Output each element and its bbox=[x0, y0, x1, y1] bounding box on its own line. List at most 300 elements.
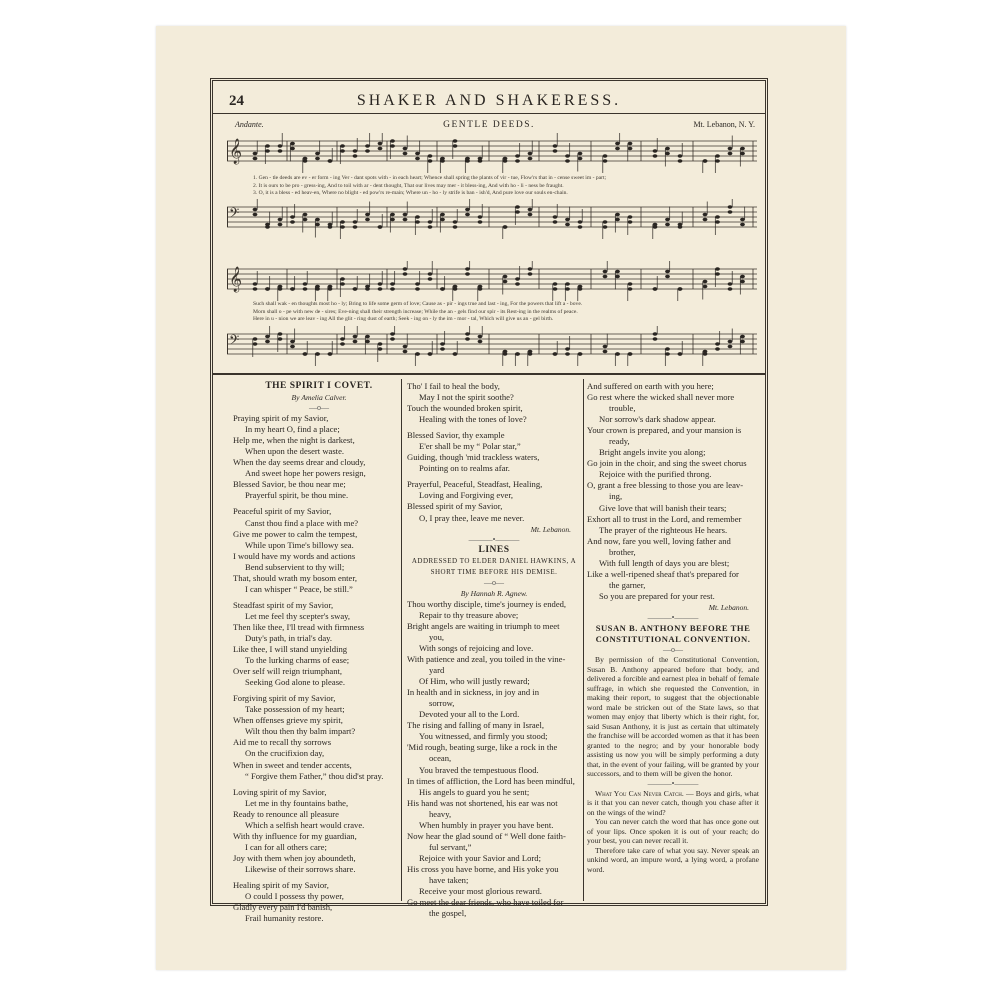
treble-clef-icon: 𝄞 bbox=[229, 139, 243, 164]
poem-line: brother, bbox=[609, 546, 636, 557]
poem-line: Exhort all to trust in the Lord, and remember bbox=[587, 513, 742, 524]
note-head bbox=[365, 149, 370, 152]
lyric-verse-3: Here in u - nion we are leav - ing All the glit - ring dust of earth; Seek - ing on - ly the im - mor - tal, Which will give us an - gel birth. bbox=[253, 316, 554, 323]
note-head bbox=[653, 225, 658, 228]
note-head bbox=[340, 220, 345, 223]
note-head bbox=[740, 275, 745, 278]
poem-line: Nor sorrow's dark shadow appear. bbox=[599, 414, 716, 425]
note-head bbox=[428, 154, 433, 157]
note-head bbox=[303, 287, 308, 290]
note-head bbox=[515, 282, 520, 285]
note-head bbox=[515, 154, 520, 157]
poem-line: You witnessed, and firmly you stood; bbox=[419, 731, 548, 742]
ornament-rule: ———•——— bbox=[468, 534, 520, 544]
note-head bbox=[603, 275, 608, 278]
poem-line: ing, bbox=[609, 491, 623, 502]
poem-line: When offenses grieve my spirit, bbox=[233, 715, 343, 726]
poem-line: With songs of rejoicing and love. bbox=[419, 642, 534, 653]
note-head bbox=[340, 225, 345, 228]
poem-line: When the day seems drear and cloudy, bbox=[233, 457, 366, 468]
note-head bbox=[453, 220, 458, 223]
article-title: SUSAN B. ANTHONY BEFORE THE CONSTITUTIONAL CONVENTION. bbox=[595, 622, 751, 645]
note-head bbox=[628, 287, 633, 290]
note-head bbox=[565, 218, 570, 221]
note-head bbox=[653, 154, 658, 157]
note-head bbox=[715, 267, 720, 270]
note-head bbox=[340, 149, 345, 152]
note-head bbox=[465, 337, 470, 340]
poem-line: trouble, bbox=[609, 403, 636, 414]
poem-line: O, I pray thee, leave me never. bbox=[419, 512, 525, 523]
note-head bbox=[315, 287, 320, 290]
note-head bbox=[615, 275, 620, 278]
poem-line: On the crucifixion day, bbox=[245, 748, 325, 759]
poem-line: Ready to renounce all pleasure bbox=[233, 808, 339, 819]
poem-line: In times of affliction, the Lord has been mindful, bbox=[407, 775, 575, 786]
note-head bbox=[428, 277, 433, 280]
note-head bbox=[465, 267, 470, 270]
column-2 bbox=[407, 381, 581, 919]
note-head bbox=[740, 218, 745, 221]
note-head bbox=[378, 287, 383, 290]
note-head bbox=[315, 152, 320, 155]
note-head bbox=[678, 287, 683, 290]
poem-line: E'er shall be my “ Polar star,” bbox=[419, 441, 521, 452]
lines-title: LINES bbox=[478, 544, 510, 555]
note-head bbox=[478, 340, 483, 343]
poem-line: Prayerful, Peaceful, Steadfast, Healing, bbox=[407, 479, 543, 490]
poem-line: Receive your most glorious reward. bbox=[419, 886, 542, 897]
bass-clef-icon: 𝄢 bbox=[229, 332, 240, 351]
poem-line: “ Forgive them Father,” thou did'st pray. bbox=[245, 770, 384, 781]
note-head bbox=[253, 337, 258, 340]
note-head bbox=[503, 225, 508, 228]
music-tempo: Andante. bbox=[235, 120, 264, 129]
lyric-verse-2: Morn shall o - pe with new de - sires; Eve-ning shall their strength increase; While the an - gels find our spir - its Rest-ing in the realms of peace. bbox=[253, 308, 578, 315]
note-head bbox=[740, 340, 745, 343]
note-head bbox=[503, 159, 508, 162]
poem-line: Joy with them when joy aboundeth, bbox=[233, 852, 356, 863]
note-head bbox=[628, 352, 633, 355]
note-head bbox=[353, 225, 358, 228]
note-head bbox=[653, 332, 658, 335]
note-head bbox=[603, 350, 608, 353]
ornament: —o— bbox=[484, 577, 504, 587]
note-head bbox=[728, 345, 733, 348]
poem-line: To the lurking charms of ease; bbox=[245, 655, 350, 666]
note-head bbox=[265, 149, 270, 152]
note-head bbox=[365, 213, 370, 216]
note-head bbox=[353, 335, 358, 338]
note-head bbox=[340, 277, 345, 280]
poem-line: So you are prepared for your rest. bbox=[599, 590, 715, 601]
note-head bbox=[740, 280, 745, 283]
note-head bbox=[303, 352, 308, 355]
note-head bbox=[453, 225, 458, 228]
poem-line: With full length of days you are blest; bbox=[599, 557, 730, 568]
note-head bbox=[365, 335, 370, 338]
page-number: 24 bbox=[229, 93, 244, 109]
poem-line: Over self will reign triumphant, bbox=[233, 666, 343, 677]
note-head bbox=[603, 154, 608, 157]
note-head bbox=[715, 347, 720, 350]
note-head bbox=[528, 152, 533, 155]
note-head bbox=[678, 154, 683, 157]
poem-line: While upon Time's billowy sea. bbox=[245, 539, 354, 550]
poem-line: O, grant a free blessing to those you are leav- bbox=[587, 480, 744, 491]
note-head bbox=[628, 142, 633, 145]
note-head bbox=[278, 332, 283, 335]
poem-line: heavy, bbox=[429, 808, 452, 819]
poem-line: Aid me to recall thy sorrows bbox=[233, 737, 332, 748]
poem-line: Of Him, who will justly reward; bbox=[419, 676, 530, 687]
poem-line: Take possession of my heart; bbox=[245, 704, 345, 715]
note-head bbox=[415, 287, 420, 290]
note-head bbox=[665, 218, 670, 221]
poem-line: Peaceful spirit of my Savior, bbox=[233, 506, 332, 517]
column-1 bbox=[233, 381, 405, 924]
note-head bbox=[390, 213, 395, 216]
note-head bbox=[703, 218, 708, 221]
note-head bbox=[553, 144, 558, 147]
poem-line: Gladly every pain I'd banish, bbox=[233, 902, 333, 913]
note-head bbox=[403, 350, 408, 353]
poem-line: Blessed Savior, thy example bbox=[407, 430, 505, 441]
catch-title: What You Can Never Catch. bbox=[595, 788, 684, 798]
note-head bbox=[653, 337, 658, 340]
poem-line: Now hear the glad sound of “ Well done faith- bbox=[407, 830, 566, 841]
note-head bbox=[728, 340, 733, 343]
note-head bbox=[615, 218, 620, 221]
note-head bbox=[328, 352, 333, 355]
note-head bbox=[453, 144, 458, 147]
poem-line: Blessed spirit of my Savior, bbox=[407, 501, 503, 512]
note-head bbox=[303, 218, 308, 221]
poem-line: And suffered on earth with you here; bbox=[587, 381, 714, 391]
note-head bbox=[440, 347, 445, 350]
note-head bbox=[665, 270, 670, 273]
note-head bbox=[578, 152, 583, 155]
note-head bbox=[728, 205, 733, 208]
poem-line: Your crown is prepared, and your mansion is bbox=[587, 425, 742, 436]
poem-line: ready, bbox=[609, 436, 630, 447]
note-head bbox=[403, 218, 408, 221]
poem-line: Let me in thy fountains bathe, bbox=[245, 797, 349, 808]
note-head bbox=[665, 347, 670, 350]
poem-line: May I not the spirit soothe? bbox=[419, 392, 514, 403]
treble-staff bbox=[227, 133, 757, 173]
note-head bbox=[390, 218, 395, 221]
catch-paragraph-2: You can never catch the word that has once gone out of your lips. Once spoken it is out of your reach; do your best, you can never recall it. bbox=[587, 817, 759, 846]
note-head bbox=[740, 147, 745, 150]
note-head bbox=[353, 149, 358, 152]
note-head bbox=[428, 159, 433, 162]
note-head bbox=[728, 152, 733, 155]
note-head bbox=[565, 347, 570, 350]
poem-line: you, bbox=[429, 631, 445, 642]
treble-clef-icon: 𝄞 bbox=[229, 267, 243, 292]
lyric-verse-3: 3. O, it is a bless - ed heav-en, Where no blight - ed pow'rs re-main; Where un - ho - ly strife is ban - ish'd, And pure love our souls en-chain. bbox=[253, 190, 568, 197]
song-title: GENTLE DEEDS. bbox=[443, 120, 535, 130]
lyric-verse-2: 2. It is ours to be pro - gress-ing, And to toil with ar - dent thought, That our lives may mer - it bless-ing, And with ho - li - ness be fraught. bbox=[253, 182, 564, 189]
poem-line: yard bbox=[429, 665, 445, 676]
bass-clef-icon: 𝄢 bbox=[229, 205, 240, 224]
poem-line: His angels to guard you he sent; bbox=[419, 786, 530, 797]
note-head bbox=[440, 287, 445, 290]
poem-line: Touch the wounded broken spirit, bbox=[407, 403, 523, 414]
note-head bbox=[365, 144, 370, 147]
note-head bbox=[315, 352, 320, 355]
note-head bbox=[415, 152, 420, 155]
note-head bbox=[353, 220, 358, 223]
note-head bbox=[703, 159, 708, 162]
note-head bbox=[728, 287, 733, 290]
signature: Mt. Lebanon. bbox=[530, 524, 571, 534]
lyric-verse-1: 1. Gen - tle deeds are ev - er form - ing Ver - dant spots with - in each heart; Whence shall spring the plants of vir - tue, Flow'rs that in - cense sweet im - part; bbox=[253, 175, 607, 181]
note-head bbox=[428, 220, 433, 223]
note-head bbox=[678, 159, 683, 162]
page-title: SHAKER AND SHAKERESS. bbox=[356, 92, 622, 109]
note-head bbox=[378, 342, 383, 345]
note-head bbox=[603, 225, 608, 228]
note-head bbox=[390, 144, 395, 147]
note-head bbox=[253, 282, 258, 285]
note-head bbox=[478, 215, 483, 218]
note-head bbox=[678, 352, 683, 355]
note-head bbox=[665, 275, 670, 278]
poem-line: Bend subservient to thy will; bbox=[245, 561, 345, 572]
note-head bbox=[665, 352, 670, 355]
poem-line: the garner, bbox=[609, 579, 646, 590]
note-head bbox=[278, 218, 283, 221]
page-header bbox=[213, 89, 765, 114]
note-head bbox=[715, 215, 720, 218]
note-head bbox=[553, 215, 558, 218]
note-head bbox=[578, 352, 583, 355]
page-frame bbox=[210, 78, 768, 924]
poem-line: I can for all others care; bbox=[245, 841, 327, 852]
note-head bbox=[703, 352, 708, 355]
note-head bbox=[440, 342, 445, 345]
poem-line: have taken; bbox=[429, 874, 469, 885]
note-head bbox=[565, 154, 570, 157]
poem-line: Go join in the choir, and sing the sweet chorus bbox=[587, 458, 747, 469]
poem-line: With patience and zeal, you toiled in the vine- bbox=[407, 654, 566, 665]
note-head bbox=[565, 159, 570, 162]
poem-line: Devoted your all to the Lord. bbox=[419, 709, 520, 720]
note-head bbox=[503, 352, 508, 355]
note-head bbox=[340, 144, 345, 147]
poem-line: Which a selfish heart would crave. bbox=[245, 819, 365, 830]
poem-line: The rising and falling of many in Israel, bbox=[407, 720, 544, 731]
poem-line: Wilt thou then thy balm impart? bbox=[245, 726, 356, 737]
note-head bbox=[453, 139, 458, 142]
note-head bbox=[253, 208, 258, 211]
note-head bbox=[315, 218, 320, 221]
note-head bbox=[465, 332, 470, 335]
poem-line: His cross you have borne, and His yoke you bbox=[407, 863, 559, 874]
poem-line: With thy influence for my guardian, bbox=[233, 830, 357, 841]
note-head bbox=[415, 352, 420, 355]
column-divider bbox=[583, 379, 584, 901]
note-head bbox=[340, 337, 345, 340]
note-head bbox=[353, 287, 358, 290]
poem-line: That, should wrath my bosom enter, bbox=[233, 572, 358, 583]
poem-line: Canst thou find a place with me? bbox=[245, 517, 359, 528]
poem-line: Frail humanity restore. bbox=[245, 913, 324, 924]
note-head bbox=[340, 282, 345, 285]
note-head bbox=[403, 345, 408, 348]
note-head bbox=[740, 223, 745, 226]
note-head bbox=[515, 210, 520, 213]
note-head bbox=[553, 149, 558, 152]
lines-byline: By Hannah R. Agnew. bbox=[460, 588, 528, 598]
poem-line: Healing spirit of my Savior, bbox=[233, 879, 329, 890]
poem-line: Bright angels invite you along; bbox=[599, 447, 706, 458]
poem-line: Blessed Savior, be thou near me; bbox=[233, 479, 346, 490]
note-head bbox=[315, 157, 320, 160]
poem-line: Repair to thy treasure above; bbox=[419, 609, 519, 620]
ornament-rule: ———•——— bbox=[647, 612, 699, 622]
ornament: —o— bbox=[663, 645, 683, 655]
poem-line: Pointing on to realms afar. bbox=[419, 463, 510, 474]
note-head bbox=[365, 340, 370, 343]
note-head bbox=[253, 287, 258, 290]
bass-staff bbox=[227, 199, 757, 239]
poem-line: sorrow, bbox=[429, 698, 455, 709]
note-head bbox=[265, 144, 270, 147]
note-head bbox=[715, 159, 720, 162]
poem-body bbox=[233, 413, 405, 924]
note-head bbox=[290, 147, 295, 150]
note-head bbox=[428, 225, 433, 228]
note-head bbox=[403, 272, 408, 275]
note-head bbox=[415, 282, 420, 285]
note-head bbox=[515, 205, 520, 208]
note-head bbox=[715, 220, 720, 223]
note-head bbox=[278, 287, 283, 290]
note-head bbox=[403, 152, 408, 155]
bass-staff bbox=[227, 326, 757, 366]
note-head bbox=[390, 139, 395, 142]
note-head bbox=[303, 282, 308, 285]
poem-line: You braved the tempestuous flood. bbox=[419, 764, 539, 775]
note-head bbox=[478, 159, 483, 162]
note-head bbox=[615, 142, 620, 145]
note-head bbox=[703, 213, 708, 216]
poem-line: When upon the desert waste. bbox=[245, 446, 345, 457]
note-head bbox=[528, 208, 533, 211]
poem-title: THE SPIRIT I COVET. bbox=[265, 381, 373, 391]
note-head bbox=[290, 142, 295, 145]
note-head bbox=[528, 352, 533, 355]
lyric-verse-1: Such shall wak - en thoughts most ho - ly; Bring to life some germ of love; Cause as - pir - ings true and last - ing, For the powers that lift a - bove. bbox=[253, 301, 583, 307]
note-head bbox=[253, 342, 258, 345]
note-head bbox=[565, 352, 570, 355]
note-head bbox=[290, 215, 295, 218]
note-head bbox=[715, 342, 720, 345]
note-head bbox=[415, 215, 420, 218]
note-head bbox=[603, 220, 608, 223]
note-head bbox=[728, 147, 733, 150]
poem-line: And now, fare you well, loving father and bbox=[587, 535, 731, 546]
note-head bbox=[665, 152, 670, 155]
catch-paragraph-3: Therefore take care of what you say. Never speak an unkind word, an impure word, a lying word, a profane word. bbox=[587, 845, 759, 874]
note-head bbox=[740, 335, 745, 338]
note-head bbox=[615, 270, 620, 273]
note-head bbox=[478, 287, 483, 290]
note-head bbox=[378, 282, 383, 285]
note-head bbox=[303, 213, 308, 216]
poem-line: I would have my words and actions bbox=[233, 550, 356, 561]
note-head bbox=[528, 213, 533, 216]
note-head bbox=[278, 144, 283, 147]
note-head bbox=[390, 337, 395, 340]
note-head bbox=[415, 220, 420, 223]
note-head bbox=[428, 352, 433, 355]
note-head bbox=[603, 345, 608, 348]
signature: Mt. Lebanon. bbox=[708, 602, 749, 612]
note-head bbox=[478, 335, 483, 338]
lyrics-system-1 bbox=[253, 175, 743, 198]
note-head bbox=[565, 223, 570, 226]
note-head bbox=[653, 287, 658, 290]
note-head bbox=[728, 210, 733, 213]
note-head bbox=[615, 213, 620, 216]
note-head bbox=[278, 223, 283, 226]
catch-paragraph bbox=[587, 789, 759, 818]
note-head bbox=[253, 157, 258, 160]
note-head bbox=[440, 218, 445, 221]
note-head bbox=[465, 272, 470, 275]
poem-line: Forgiving spirit of my Savior, bbox=[233, 693, 336, 704]
note-head bbox=[403, 213, 408, 216]
note-head bbox=[340, 342, 345, 345]
note-head bbox=[265, 335, 270, 338]
poem-line: Bright angels are waiting in triumph to meet bbox=[407, 620, 560, 631]
note-head bbox=[553, 287, 558, 290]
page-sheet bbox=[156, 26, 846, 970]
note-head bbox=[465, 159, 470, 162]
note-head bbox=[665, 223, 670, 226]
note-head bbox=[715, 154, 720, 157]
note-head bbox=[578, 225, 583, 228]
lyrics-system-2 bbox=[253, 301, 743, 324]
note-head bbox=[628, 147, 633, 150]
note-head bbox=[628, 220, 633, 223]
poem-line: Duty's path, in trial's day. bbox=[245, 632, 333, 643]
lines-subtitle: ADDRESSED TO ELDER DANIEL HAWKINS, A SHORT TIME BEFORE HIS DEMISE. bbox=[411, 556, 577, 576]
note-head bbox=[278, 337, 283, 340]
lines-body bbox=[407, 599, 581, 919]
note-head bbox=[315, 223, 320, 226]
poem-line: In my heart O, find a place; bbox=[245, 424, 340, 435]
ornament: —o— bbox=[309, 403, 329, 413]
note-head bbox=[465, 208, 470, 211]
poem-line: And sweet hope her powers resign, bbox=[245, 468, 366, 479]
poem-line: In health and in sickness, in joy and in bbox=[407, 687, 539, 698]
note-head bbox=[290, 287, 295, 290]
note-head bbox=[615, 352, 620, 355]
note-head bbox=[290, 340, 295, 343]
poem-line: His hand was not shortened, his ear was not bbox=[407, 797, 558, 808]
note-head bbox=[653, 149, 658, 152]
note-head bbox=[553, 220, 558, 223]
poem-line: Seeking God alone to please. bbox=[245, 677, 345, 688]
note-head bbox=[265, 225, 270, 228]
note-head bbox=[365, 218, 370, 221]
note-head bbox=[290, 220, 295, 223]
